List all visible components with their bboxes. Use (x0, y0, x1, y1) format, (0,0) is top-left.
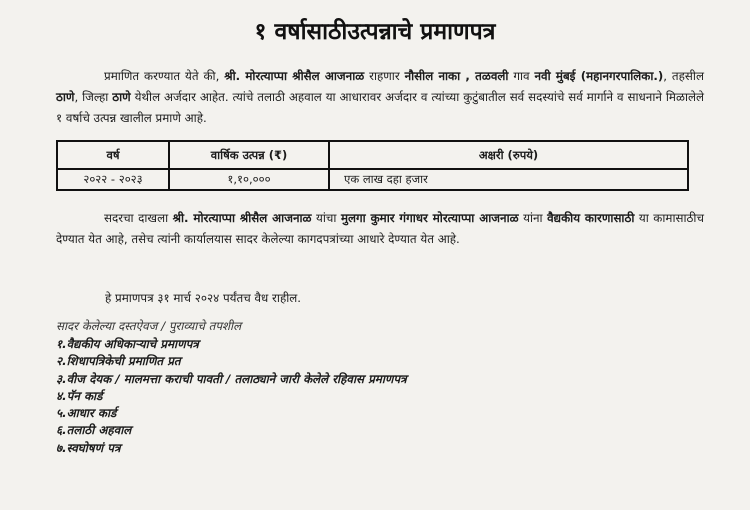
intro-text-6: येथील अर्जदार आहेत. त्यांचे तलाठी अहवाल या आधारावर अर्जदार व त्यांच्या कुटुंबातील सर्व सदस्यांचे सर्व मार्गाने व साधनाने मिळालेले १ वर्षाचे उत्पन्न खालील प्रमाणे आहे. (56, 90, 704, 125)
purpose-reason: वैद्यकीय कारणासाठी (547, 211, 635, 225)
header-year: वर्ष (57, 141, 169, 169)
purpose-text-2: यांचा (311, 211, 341, 225)
list-item: ७.स्वघोषणं पत्र (56, 440, 121, 455)
cell-annual-income: १,१०,००० (169, 169, 329, 190)
intro-text-5: , जिल्हा (74, 90, 113, 104)
applicant-tahsil: ठाणे (56, 90, 75, 104)
intro-text-2: राहणार (364, 69, 405, 83)
applicant-village: नवी मुंबई (महानगरपालिका.) (534, 69, 664, 83)
applicant-district: ठाणे (112, 90, 131, 104)
cell-amount-in-words: एक लाख दहा हजार (329, 169, 688, 190)
purpose-text-3: यांना (518, 211, 548, 225)
purpose-applicant-name: श्री. मोरत्याप्पा श्रीसैल आजनाळ (172, 211, 312, 225)
applicant-address: नौसील नाका , तळवली (404, 69, 509, 83)
list-item: ५.आधार कार्ड (56, 406, 117, 421)
intro-text-3: गाव (508, 69, 535, 83)
header-annual-income: वार्षिक उत्पन्न (₹) (169, 141, 329, 169)
intro-text-4: , तहसील (663, 69, 704, 83)
header-amount-in-words: अक्षरी (रुपये) (329, 141, 688, 169)
documents-list (56, 336, 407, 457)
certificate-title: १ वर्षासाठीउत्पन्नाचे प्रमाणपत्र (254, 18, 496, 45)
income-table-header (57, 141, 688, 169)
list-item: ३.वीज देयक / मालमत्ता कराची पावती / तलाठ्याने जारी केलेले रहिवास प्रमाणपत्र (56, 371, 407, 386)
purpose-text-1: सदरचा दाखला (104, 211, 173, 225)
validity-statement: हे प्रमाणपत्र ३१ मार्च २०२४ पर्यंतच वैध राहील. (105, 291, 302, 305)
purpose-text-4: या कामासाठीच देण्यात येत आहे, तसेच त्यांनी कार्यालयास सादर केलेल्या कागदपत्रांच्या आधारे देण्यात येत आहे. (56, 211, 704, 246)
intro-text-1: प्रमाणित करण्यात येते की, (104, 69, 225, 83)
table-row (57, 169, 688, 190)
intro-paragraph (56, 66, 704, 129)
list-item: ४.पॅन कार्ड (56, 388, 103, 403)
list-item: १.वैद्यकीय अधिकाऱ्याचे प्रमाणपत्र (56, 337, 199, 351)
applicant-name: श्री. मोरत्याप्पा श्रीसैल आजनाळ (224, 69, 365, 83)
purpose-paragraph (56, 208, 704, 250)
income-table (56, 140, 689, 191)
list-item: ६.तलाठी अहवाल (56, 423, 132, 438)
list-item: २.शिधापत्रिकेची प्रमाणित प्रत (56, 354, 181, 369)
cell-year: २०२२ - २०२३ (57, 169, 169, 190)
documents-heading: सादर केलेल्या दस्तऐवज / पुराव्याचे तपशील (56, 319, 242, 333)
beneficiary-name: मुलगा कुमार गंगाधर मोरत्याप्पा आजनाळ (340, 211, 519, 225)
